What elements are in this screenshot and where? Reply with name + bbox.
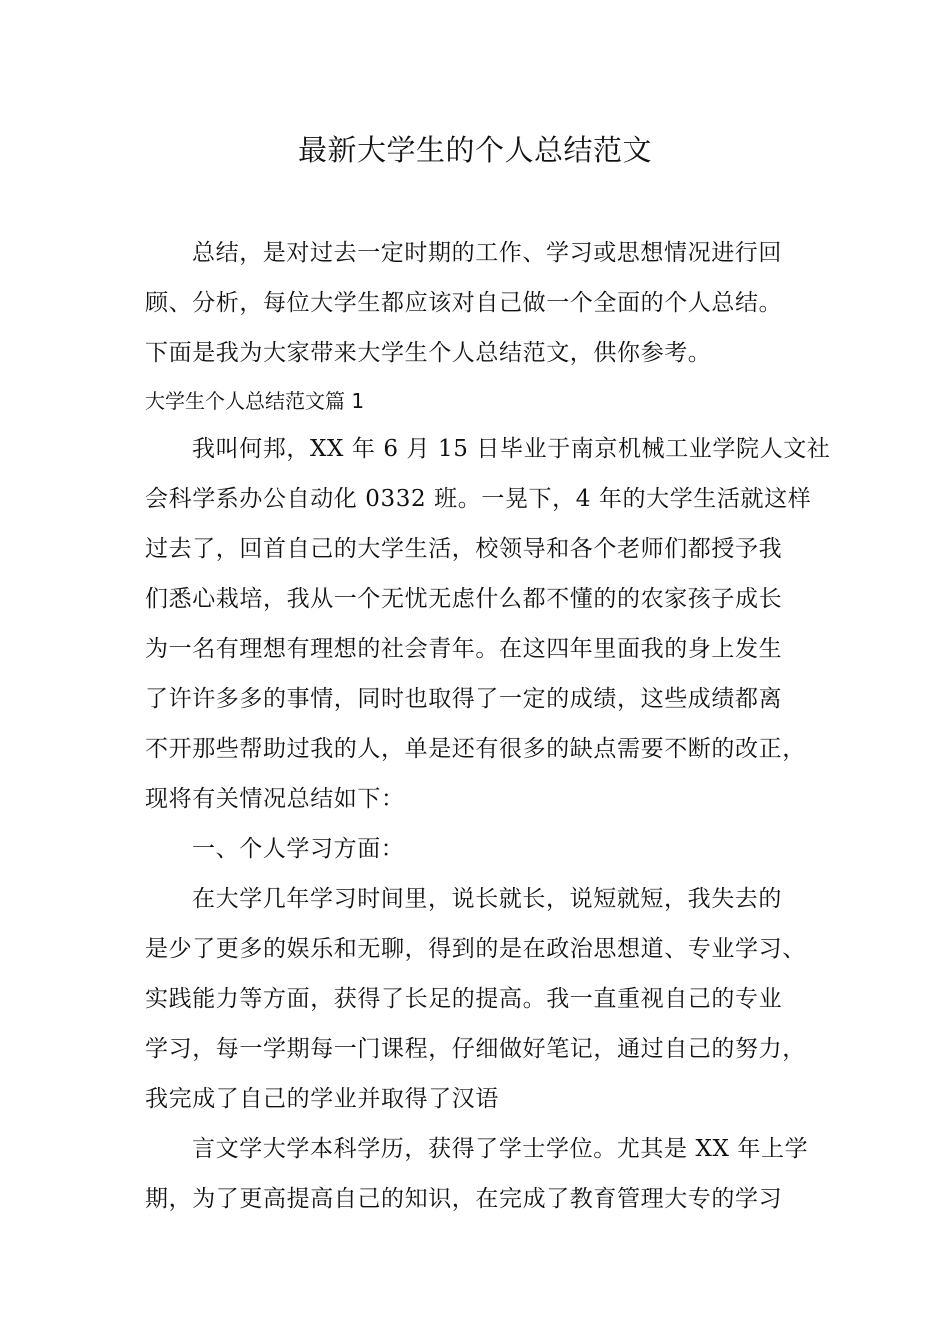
paragraph-line: 我叫何邦，XX 年 6 月 15 日毕业于南京机械工业学院人文社 <box>192 436 831 462</box>
paragraph-line: 过去了，回首自己的大学生活，校领导和各个老师们都授予我 <box>145 536 783 562</box>
paragraph-line: 我完成了自己的学业并取得了汉语 <box>145 1086 499 1112</box>
paragraph-line: 会科学系办公自动化 0332 班。一晃下，4 年的大学生活就这样 <box>145 486 812 512</box>
document-title: 最新大学生的个人总结范文 <box>297 133 652 167</box>
paragraph-line: 在大学几年学习时间里，说长就长，说短就短，我失去的 <box>192 886 782 912</box>
paragraph-line: 期，为了更高提高自己的知识，在完成了教育管理大专的学习 <box>145 1186 783 1212</box>
paragraph-line: 了许许多多的事情，同时也取得了一定的成绩，这些成绩都离 <box>145 686 783 712</box>
paragraph-line: 实践能力等方面，获得了长足的提高。我一直重视自己的专业 <box>145 986 783 1012</box>
paragraph-line: 现将有关情况总结如下： <box>145 786 405 812</box>
paragraph-line: 言文学大学本科学历，获得了学士学位。尤其是 XX 年上学 <box>192 1136 809 1162</box>
paragraph-line: 们悉心栽培，我从一个无忧无虑什么都不懂的的农家孩子成长 <box>145 586 783 612</box>
intro-line: 总结，是对过去一定时期的工作、学习或思想情况进行回 <box>192 240 782 266</box>
subheading: 一、个人学习方面： <box>192 836 405 862</box>
paragraph-line: 不开那些帮助过我的人，单是还有很多的缺点需要不断的改正， <box>145 736 806 762</box>
intro-line: 下面是我为大家带来大学生个人总结范文，供你参考。 <box>145 340 712 366</box>
paragraph-line: 是少了更多的娱乐和无聊，得到的是在政治思想道、专业学习、 <box>145 936 806 962</box>
section-heading: 大学生个人总结范文篇 1 <box>145 389 365 413</box>
paragraph-line: 学习，每一学期每一门课程，仔细做好笔记，通过自己的努力， <box>145 1036 806 1062</box>
document-body <box>145 228 835 1224</box>
paragraph-line: 为一名有理想有理想的社会青年。在这四年里面我的身上发生 <box>145 636 783 662</box>
intro-line: 顾、分析，每位大学生都应该对自己做一个全面的个人总结。 <box>145 290 783 316</box>
